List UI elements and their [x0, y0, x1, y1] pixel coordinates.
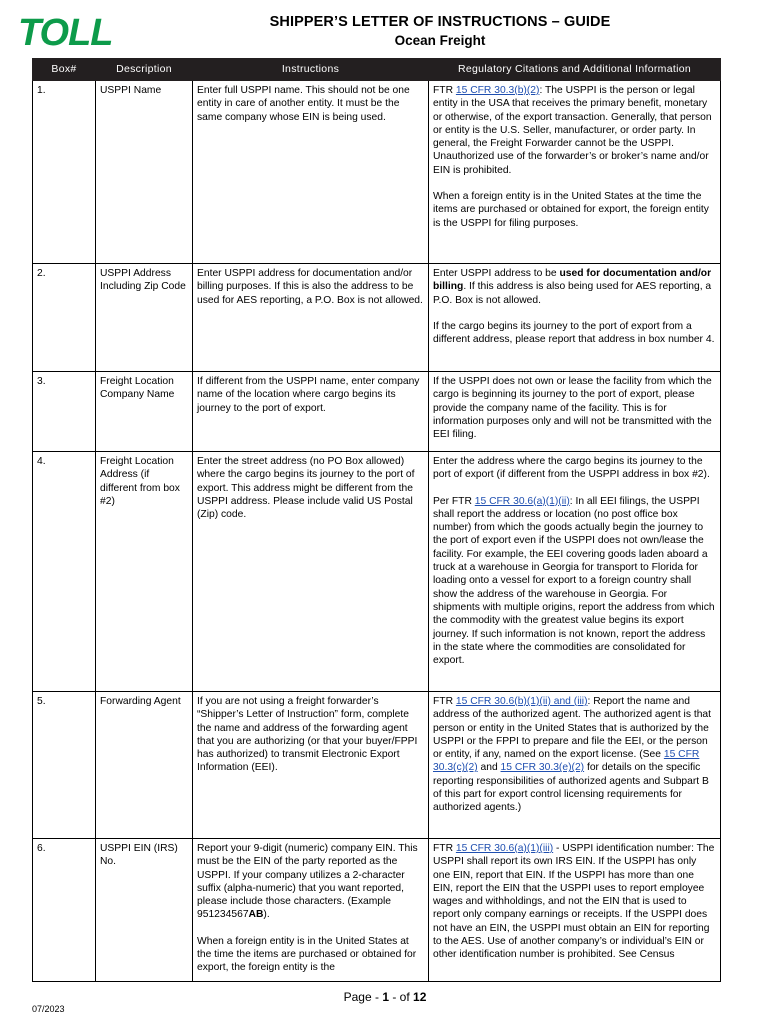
table-header-row [33, 59, 721, 81]
cell-description: USPPI EIN (IRS) No. [96, 839, 193, 982]
cell-box: 2. [33, 264, 96, 372]
cell-citation: If the USPPI does not own or lease the facility from which the cargo is beginning its journey to the port of export, please provide the company name of the facility. This is for information purposes only and will not be transmitted with the EEI filing. [429, 372, 721, 452]
cell-description: Freight Location Address (if different from box #2) [96, 452, 193, 692]
citation-link[interactable]: 15 CFR 30.3(e)(2) [500, 762, 585, 774]
page-title: SHIPPER’S LETTER OF INSTRUCTIONS – GUIDE [269, 14, 611, 30]
revision-date: 07/2023 [32, 1004, 65, 1014]
page-number: Page - 1 - of 12 [343, 990, 427, 1004]
cell-description: USPPI Name [96, 81, 193, 264]
instructions-table [32, 58, 721, 982]
cell-description: USPPI Address Including Zip Code [96, 264, 193, 372]
cell-box: 3. [33, 372, 96, 452]
table-row [33, 452, 721, 692]
citation-link[interactable]: 15 CFR 30.6(a)(1)(iii) [455, 843, 554, 854]
cell-box: 4. [33, 452, 96, 692]
svg-text:TOLL: TOLL [18, 12, 113, 52]
document-header [150, 14, 730, 48]
cell-citation: FTR 15 CFR 30.6(a)(1)(iii) - USPPI identification number: The USPPI shall report its own IRS EIN. If the USPPI has only one EIN, report that EIN. If the USPPI has more than one EIN, report the EIN that the USPPI uses to report employee wages and withholdings, and not the EIN that is used to report only company earnings or receipts. If the USPPI does not have an EIN, the USPPI must obtain an EIN for reporting to the AES. Use of another company’s or individual’s EIN or other identification number is prohibited. See Census [429, 839, 721, 982]
table-row [33, 839, 721, 982]
cell-instructions: Enter USPPI address for documentation and/or billing purposes. If this is also the address to be used for AES reporting, a P.O. Box is not allowed. [193, 264, 429, 372]
cell-citation: Enter the address where the cargo begins its journey to the port of export (if different from the USPPI address in box #2). Per FTR 15 CFR 30.6(a)(1)(ii): In all EEI filings, the USPPI shall report the address or location (no post office box number) from which the goods actually begin the journey to the port of export even if the USPPI does not own/lease the facility. For example, the EEI covering goods laden aboard a truck at a warehouse in Georgia for transport to Florida for loading onto a vessel for export to a foreign country shall show the address of the warehouse in Georgia. For shipments with multiple origins, report the address from which the commodity with the greatest value begins its export journey. If such information is not known, report the address in the state where the commodities are consolidated for export. [429, 452, 721, 692]
cell-box: 6. [33, 839, 96, 982]
table-row [33, 372, 721, 452]
citation-link[interactable]: 15 CFR 30.6(b)(1)(ii) and (iii) [455, 696, 588, 707]
table-row [33, 692, 721, 839]
cell-instructions: Enter full USPPI name. This should not be one entity in care of another entity. It must be the same company whose EIN is being used. [193, 81, 429, 264]
col-header-box: Box# [33, 59, 96, 81]
cell-box: 1. [33, 81, 96, 264]
cell-instructions: If different from the USPPI name, enter company name of the location where cargo begins its journey to the port of export. [193, 372, 429, 452]
cell-instructions: If you are not using a freight forwarder’s “Shipper’s Letter of Instruction” form, complete the name and address of the forwarding agent that you are authorizing (or that your buyer/FPPI has authorized) to transmit Electronic Export Information (EEI). [193, 692, 429, 839]
citation-link[interactable]: 15 CFR 30.6(a)(1)(ii) [474, 495, 570, 507]
col-header-instructions: Instructions [193, 59, 429, 81]
cell-citation: Enter USPPI address to be used for documentation and/or billing. If this address is also being used for AES reporting, a P.O. Box is not allowed. If the cargo begins its journey to the port of export from a different address, please report that address in box number 4. [429, 264, 721, 372]
page-subtitle: Ocean Freight [394, 33, 486, 48]
col-header-citations: Regulatory Citations and Additional Information [429, 59, 721, 81]
cell-description: Forwarding Agent [96, 692, 193, 839]
cell-box: 5. [33, 692, 96, 839]
citation-link[interactable]: 15 CFR 30.3(b)(2) [455, 85, 540, 96]
citation-link[interactable]: 15 CFR 30.3(c)(2) [433, 749, 700, 774]
toll-logo [16, 12, 136, 52]
cell-citation: FTR 15 CFR 30.6(b)(1)(ii) and (iii): Report the name and address of the authorized agent. The authorized agent is that person or entity in the United States that is authorized by the USPPI or the FPPI to prepare and file the EEI, or the person or entity, if any, named on the export license. (See 15 CFR 30.3(c)(2) and 15 CFR 30.3(e)(2) for details on the specific reporting responsibilities of authorized agents and Subpart B of this part for export control licensing requirements for authorized agents.) [429, 692, 721, 839]
cell-citation: FTR 15 CFR 30.3(b)(2): The USPPI is the person or legal entity in the USA that receives the primary benefit, monetary or otherwise, of the export transaction. Generally, that person or entity is the U.S. Seller, manufacturer, or order party. In general, the Freight Forwarder cannot be the USPPI. Unauthorized use of the forwarder’s or broker’s name and/or EIN is prohibited. When a foreign entity is in the United States at the time the items are purchased or obtained for export, the foreign entity is the USPPI for filing purposes. [429, 81, 721, 264]
col-header-description: Description [96, 59, 193, 81]
table-row [33, 264, 721, 372]
cell-instructions: Enter the street address (no PO Box allowed) where the cargo begins its journey to the port of export. This address might be different from the USPPI address. Please include valid US Postal (Zip) code. [193, 452, 429, 692]
cell-description: Freight Location Company Name [96, 372, 193, 452]
cell-instructions: Report your 9-digit (numeric) company EIN. This must be the EIN of the party reported as the USPPI. If your company utilizes a 2-character suffix (alpha-numeric) that you want reported, please include those characters. (Example 951234567AB). When a foreign entity is in the United States at the time the items are purchased or obtained for export, the foreign entity is the [193, 839, 429, 982]
table-row [33, 81, 721, 264]
